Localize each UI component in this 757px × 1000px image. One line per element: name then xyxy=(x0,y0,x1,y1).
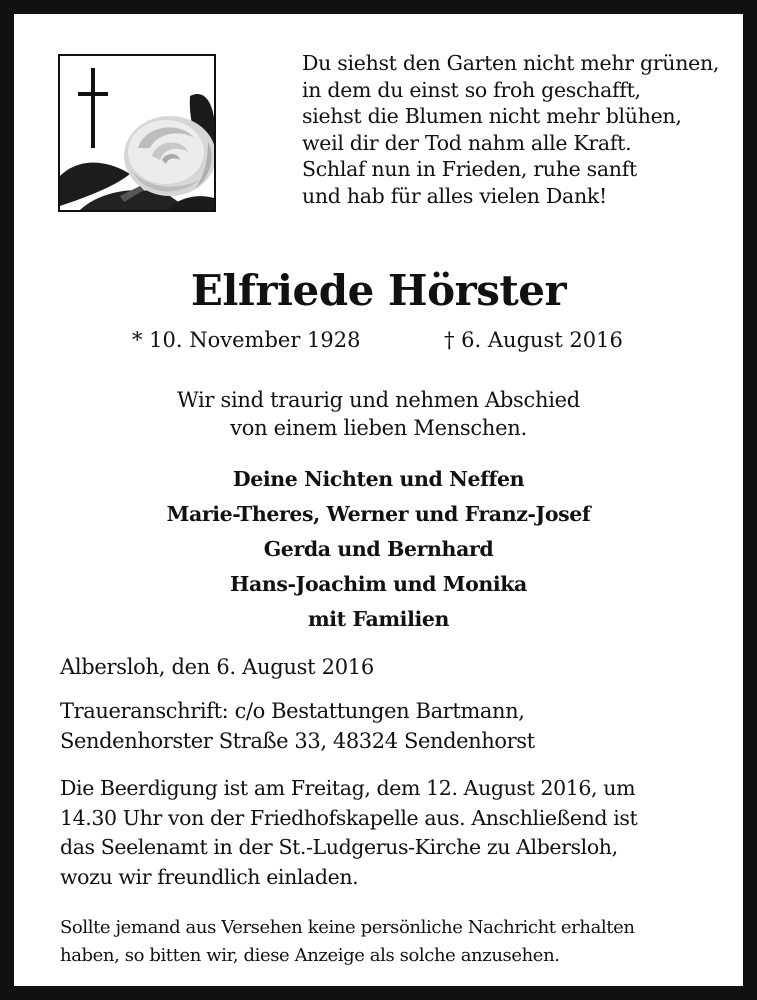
farewell-text xyxy=(14,386,743,442)
poem-line: siehst die Blumen nicht mehr blühen, xyxy=(302,104,682,128)
notice-line: haben, so bitten wir, diese Anzeige als solche anzusehen. xyxy=(60,945,560,966)
birth-date: * 10. November 1928 xyxy=(132,328,361,352)
mourners-line: mit Familien xyxy=(307,607,449,631)
farewell-line: von einem lieben Menschen. xyxy=(230,416,527,440)
funeral-line: wozu wir freundlich einladen. xyxy=(60,864,359,889)
poem-line: Schlaf nun in Frieden, ruhe sanft xyxy=(302,157,637,181)
address-line: Traueranschrift: c/o Bestattungen Bartmann, xyxy=(60,699,525,723)
funeral-info xyxy=(60,774,726,892)
funeral-line: das Seelenamt in der St.-Ludgerus-Kirche zu Albersloh, xyxy=(60,835,618,859)
poem xyxy=(302,50,742,209)
poem-line: in dem du einst so froh geschafft, xyxy=(302,77,641,102)
deceased-name: Elfriede Hörster xyxy=(190,266,567,315)
cross-icon xyxy=(78,68,108,148)
mourning-address xyxy=(60,696,535,756)
mourners-list xyxy=(14,462,743,637)
mourners-line: Deine Nichten und Neffen xyxy=(232,467,525,491)
funeral-line: Die Beerdigung ist am Freitag, dem 12. August 2016, um xyxy=(60,776,636,800)
farewell-line: Wir sind traurig und nehmen Abschied xyxy=(177,388,580,412)
poem-line: Du siehst den Garten nicht mehr grünen, xyxy=(302,51,720,75)
memorial-image xyxy=(58,54,216,212)
mourners-line: Marie-Theres, Werner und Franz-Josef xyxy=(166,502,591,526)
notice-text xyxy=(60,914,734,970)
mourners-line: Gerda und Bernhard xyxy=(263,537,494,561)
funeral-line: 14.30 Uhr von der Friedhofskapelle aus. Anschließend ist xyxy=(60,805,638,830)
poem-line: weil dir der Tod nahm alle Kraft. xyxy=(302,130,632,155)
death-date: † 6. August 2016 xyxy=(444,328,623,352)
notice-line: Sollte jemand aus Versehen keine persönliche Nachricht erhalten xyxy=(60,917,635,938)
address-line: Sendenhorster Straße 33, 48324 Sendenhorst xyxy=(60,729,535,753)
place-and-date: Albersloh, den 6. August 2016 xyxy=(60,655,374,679)
poem-line: und hab für alles vielen Dank! xyxy=(302,183,607,208)
mourners-line: Hans-Joachim und Monika xyxy=(230,572,527,596)
